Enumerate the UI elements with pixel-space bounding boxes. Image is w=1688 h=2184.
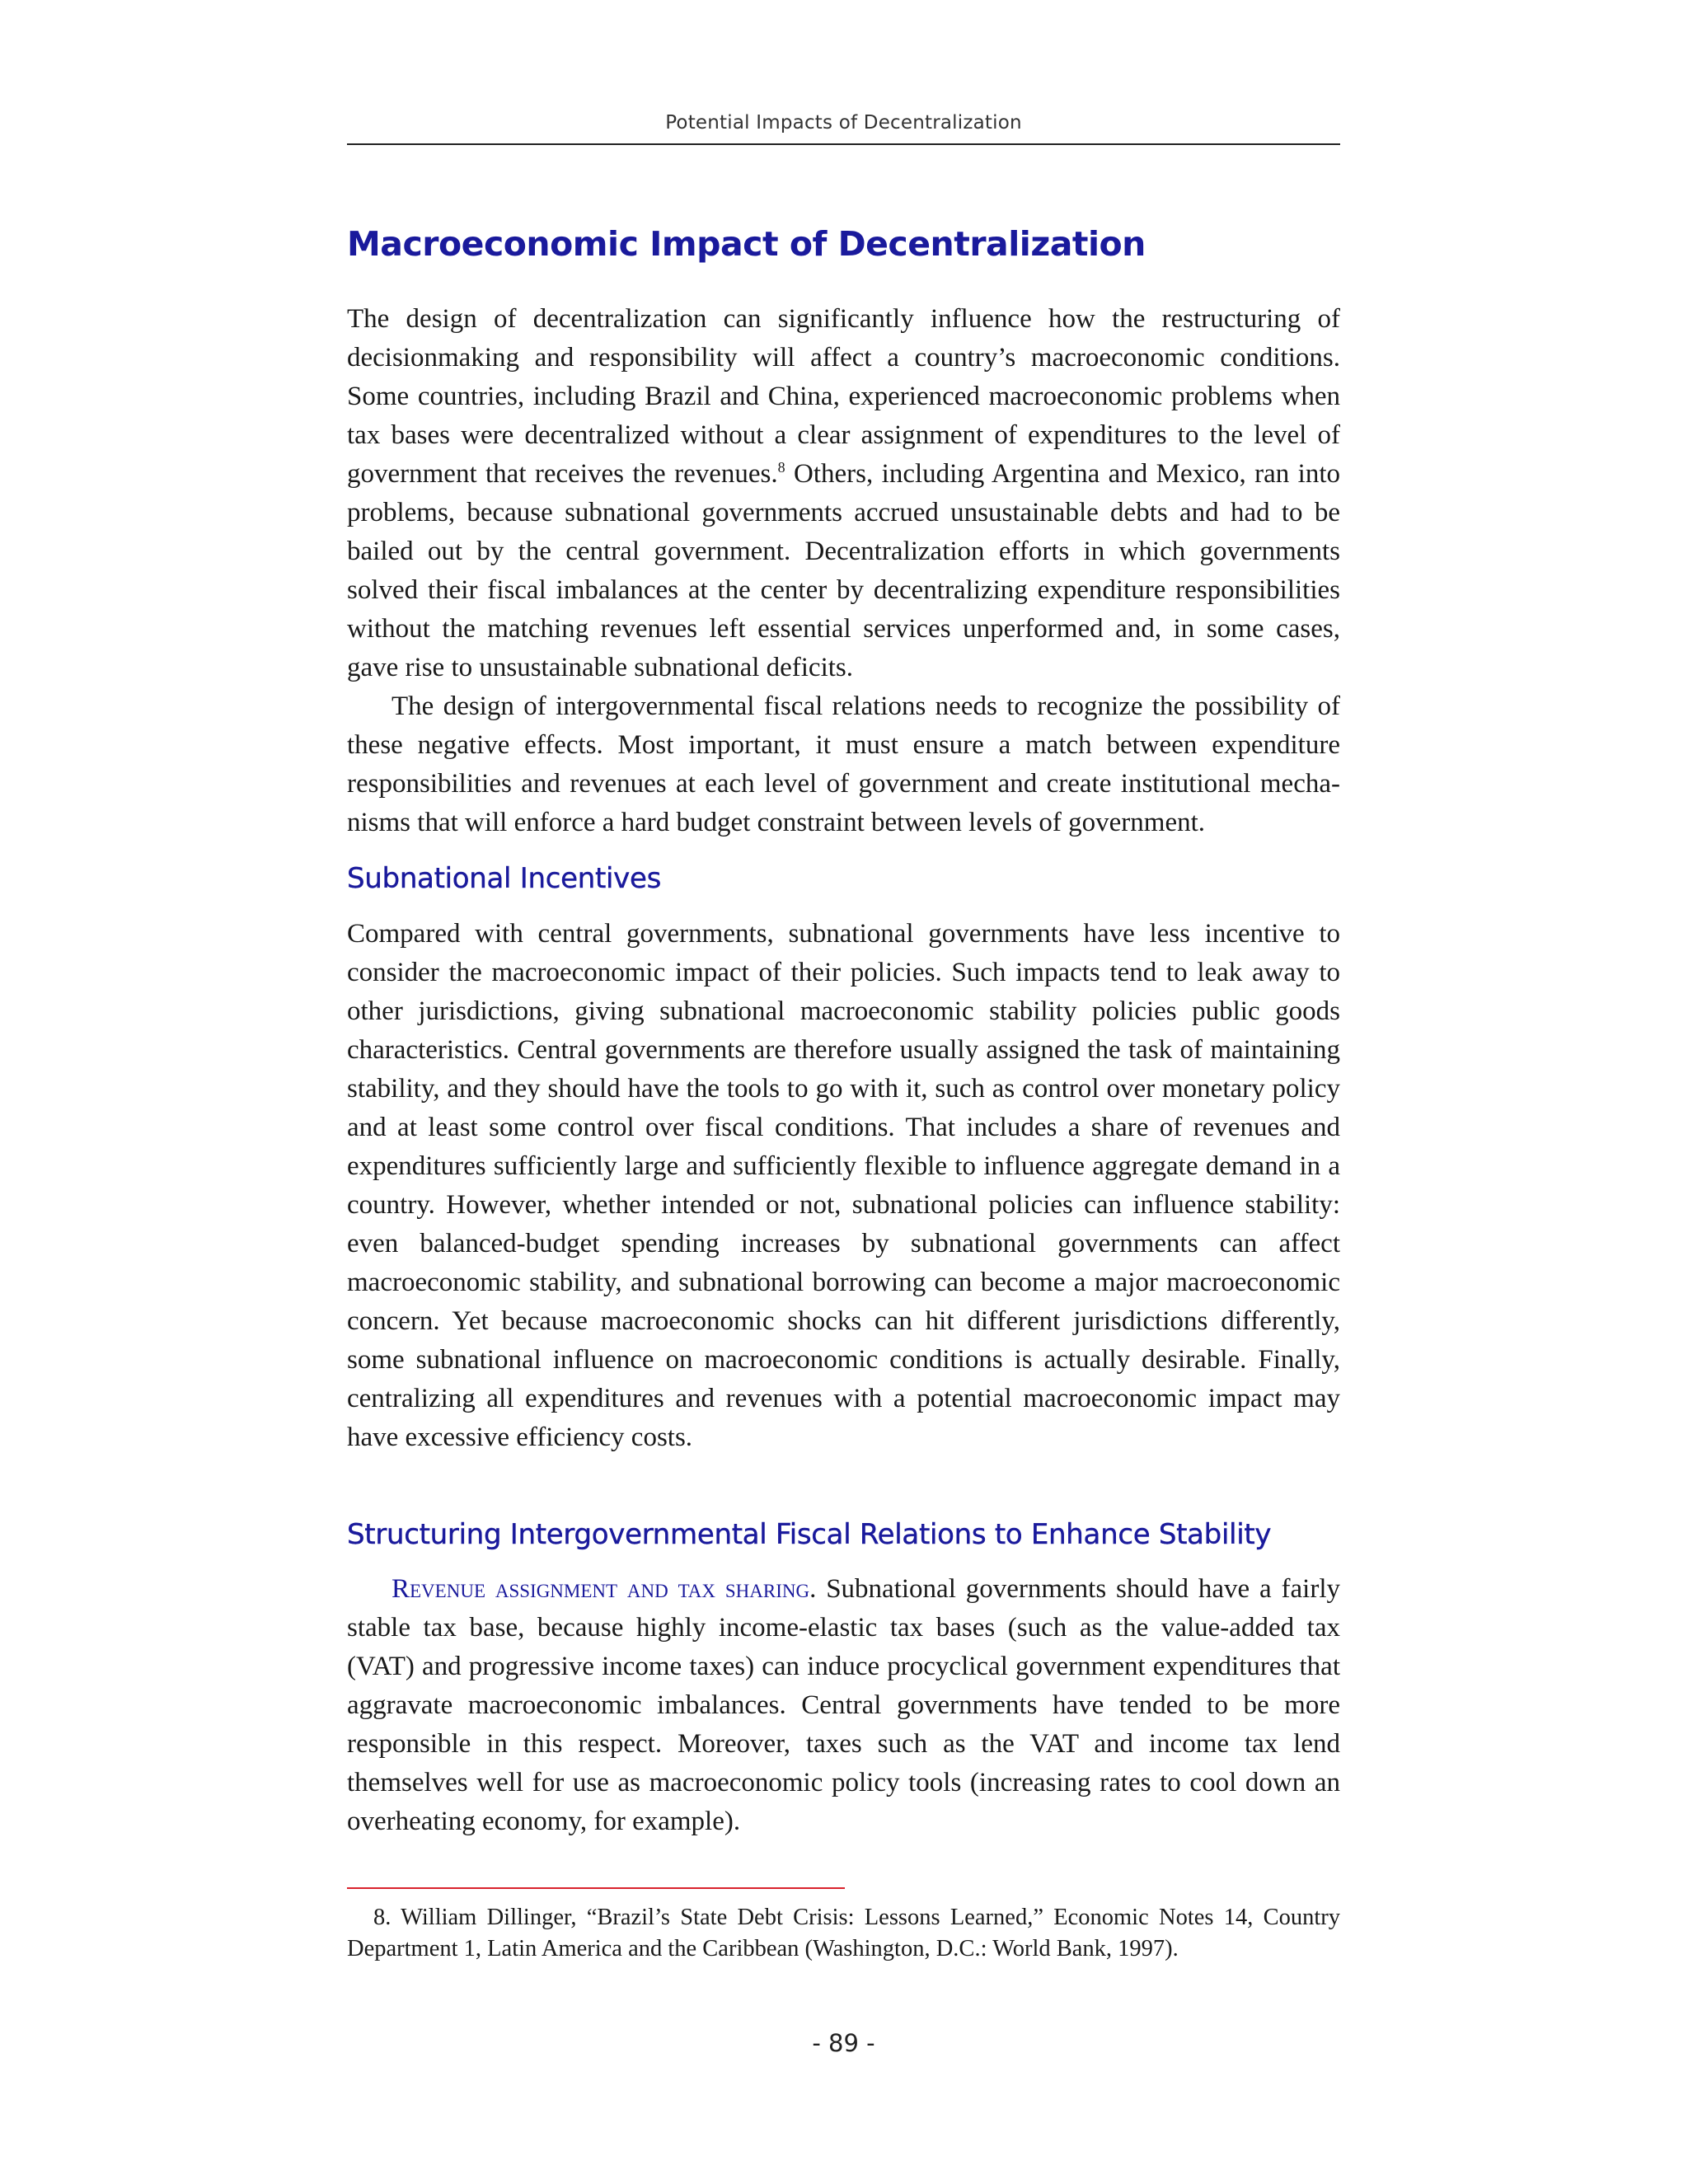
running-head: Potential Impacts of Decentralization	[665, 112, 1022, 134]
footnote-text: William Dillinger, “Brazil’s State Debt Crisis: Lessons Learned,” Economic Notes 14, Country Department 1, Latin America and the Caribbean (Washington, D.C.: World Bank, 1997).	[347, 1905, 1340, 1961]
footnote	[347, 1902, 1340, 1965]
paragraph: Compared with central governments, subnational governments have less incentive to consider the macroeconomic impact of their policies. Such impacts tend to leak away to other jurisdictions, giving subnational macroeconomic stability policies public goods characteristics. Central governments are therefore usually assigned the task of maintaining stability, and they should have the tools to go with it, such as control over monetary policy and at least some control over fiscal conditions. That includes a share of revenues and expenditures sufficiently large and sufficiently flexible to influence aggregate demand in a country. However, whether intended or not, subnational policies can influence stability: even balanced-budget spending increases by subnational governments can affect macroeconomic stability, and subnational borrowing can become a major macroeconomic concern. Yet because macroeconomic shocks can hit different jurisdictions differently, some subnational influence on macroeconomic conditions is actually desirable. Finally, centralizing all expenditures and revenues with a potential macroeconomic impact may have excessive efficiency costs.	[347, 919, 1340, 1452]
section-structuring-relations	[347, 1570, 1340, 1841]
run-in-period: .	[809, 1574, 817, 1604]
paragraph-text: Subnational governments should have a fairly stable tax base, because highly income-elastic tax bases (such as the value-added tax (VAT) and progressive income taxes) can induce procyclical government expenditures that aggravate macroeconomic imbalances. Central governments have tended to be more responsible in this respect. Moreover, taxes such as the VAT and income tax lend themselves well for use as macroeconomic policy tools (increasing rates to cool down an overheating economy, for example).	[347, 1574, 1340, 1836]
paragraph-text: The design of decentralization can significantly influence how the restructuring of decisionmaking and responsibility will affect a country’s macroeconomic conditions. Some countries, including Brazil and China, experienced macroeconomic problems when tax bases were decentralized without a clear assignment of expenditures to the level of government that receives the revenues.	[347, 304, 1340, 489]
footnote-number: 8.	[373, 1905, 392, 1930]
paragraph	[347, 1570, 1340, 1841]
footnote-reference[interactable]: 8	[777, 459, 785, 476]
section-heading: Subnational Incentives	[347, 862, 661, 895]
section-macroeconomic-impact	[347, 300, 1340, 842]
header-rule	[347, 143, 1340, 145]
footnote-rule	[347, 1887, 845, 1889]
page-number: - 89 -	[812, 2029, 875, 2057]
section-heading: Structuring Intergovernmental Fiscal Relations to Enhance Stability	[347, 1518, 1272, 1551]
run-in-heading: Revenue assignment and tax sharing	[392, 1574, 810, 1604]
paragraph	[347, 300, 1340, 687]
page-title: Macroeconomic Impact of Decentralization	[347, 224, 1146, 264]
paragraph-text: Others, including Argentina and Mexico, ran into problems, because subnational governments accrued unsustainable debts and had to be bailed out by the central government. Decentralization efforts in which governments solved their fiscal imbalances at the center by decentralizing expenditure responsibilities without the matching revenues left essential services unperformed and, in some cases, gave rise to unsustainable subnational deficits.	[347, 459, 1340, 682]
section-subnational-incentives	[347, 915, 1340, 1457]
paragraph: The design of intergovernmental fiscal relations needs to recognize the possibility of these negative effects. Most important, it must ensure a match between expenditure responsibilities and revenues at each level of government and create institutional mechanisms that will enforce a hard budget constraint between levels of government.	[347, 691, 1340, 837]
